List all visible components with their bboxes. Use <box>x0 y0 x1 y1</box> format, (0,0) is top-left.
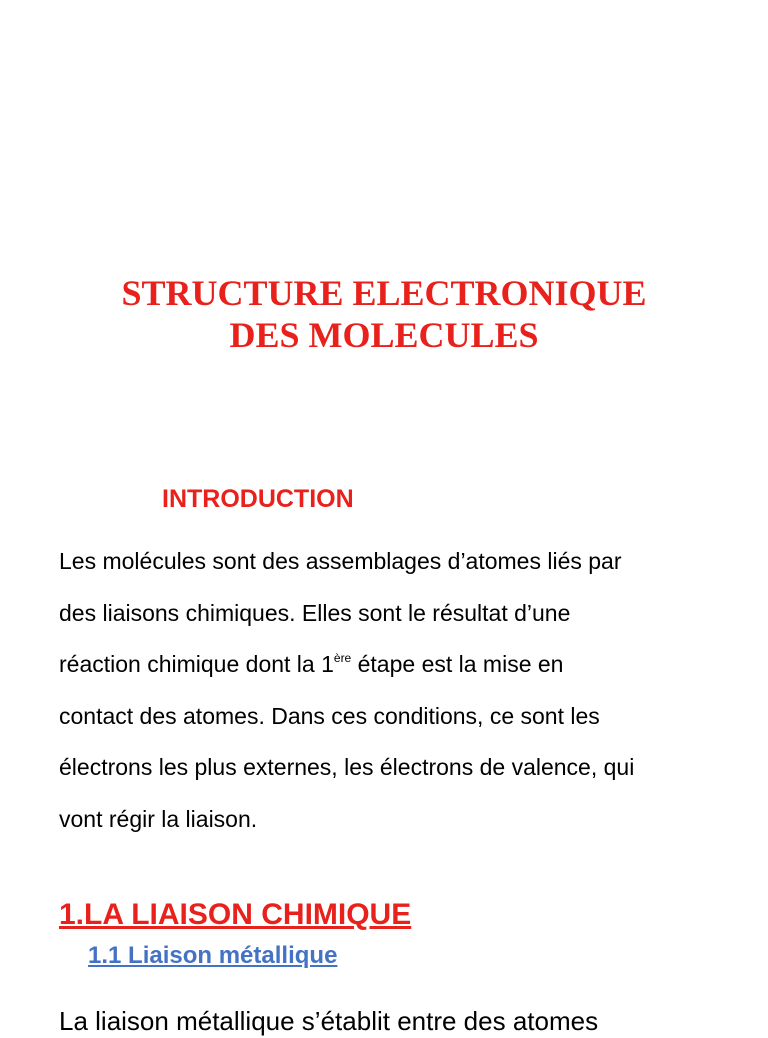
paragraph-line-3 <box>59 645 749 697</box>
paragraph-line-3-end: étape est la mise en <box>351 651 564 677</box>
paragraph-line-4: contact des atomes. Dans ces conditions, ce sont les <box>59 702 600 729</box>
paragraph-line-2: des liaisons chimiques. Elles sont le résultat d’une <box>59 599 571 626</box>
title-line-1: STRUCTURE ELECTRONIQUE <box>121 273 647 313</box>
paragraph-line-5: électrons les plus externes, les électrons de valence, qui <box>59 754 635 780</box>
section-heading: 1.LA LIAISON CHIMIQUE <box>59 898 412 931</box>
introduction-heading: INTRODUCTION <box>162 485 354 513</box>
introduction-paragraph <box>59 542 749 851</box>
paragraph-line-1: Les molécules sont des assemblages d’atomes liés par <box>59 548 622 574</box>
paragraph-line-6: vont régir la liaison. <box>59 805 258 832</box>
title-line-2: DES MOLECULES <box>229 315 539 355</box>
subsection-heading: 1.1 Liaison métallique <box>88 942 338 969</box>
paragraph-line-3-start: réaction chimique dont la 1 <box>59 651 334 677</box>
truncated-paragraph-line: La liaison métallique s’établit entre des atomes <box>59 1006 599 1036</box>
document-title <box>0 272 768 356</box>
ordinal-superscript: ère <box>333 651 352 665</box>
